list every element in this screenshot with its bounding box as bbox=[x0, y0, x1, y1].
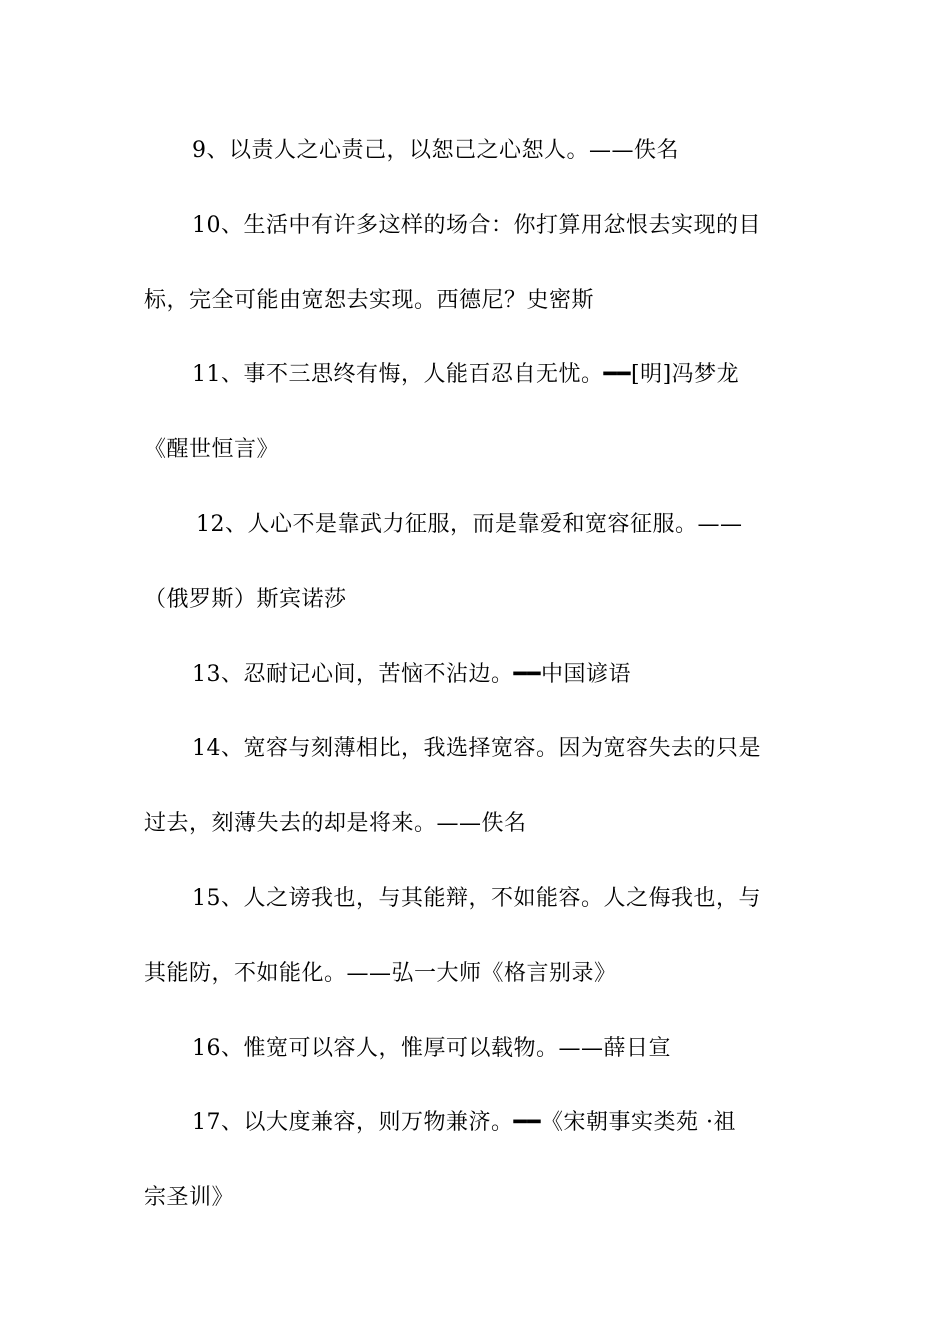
quote-12-line-2: （俄罗斯）斯宾诺莎 bbox=[144, 586, 347, 612]
quote-15-line-1: 15、人之谤我也，与其能辩，不如能容。人之侮我也，与 bbox=[192, 885, 761, 911]
quote-14-line-2: 过去，刻薄失去的却是将来。——佚名 bbox=[144, 811, 527, 837]
quote-list bbox=[144, 127, 808, 1249]
quote-14-line-1: 14、宽容与刻薄相比，我选择宽容。因为宽容失去的只是 bbox=[192, 736, 761, 762]
quote-13-line-1: 13、忍耐记心间，苦恼不沾边。━━中国谚语 bbox=[192, 661, 631, 687]
quote-15-line-2: 其能防，不如能化。——弘一大师《格言别录》 bbox=[144, 960, 617, 986]
quote-17-line-1: 17、以大度兼容，则万物兼济。━━《宋朝事实类苑 ·祖 bbox=[192, 1110, 736, 1136]
quote-11-line-2: 《醒世恒言》 bbox=[144, 437, 280, 463]
quote-17-line-2: 宗圣训》 bbox=[144, 1185, 235, 1211]
quote-12-line-1: 12、人心不是靠武力征服，而是靠爱和宽容征服。—— bbox=[196, 511, 743, 537]
quote-10-line-1: 10、生活中有许多这样的场合：你打算用忿恨去实现的目 bbox=[192, 212, 761, 238]
quote-11-line-1: 11、事不三思终有悔，人能百忍自无忧。━━[明]冯梦龙 bbox=[192, 362, 740, 388]
quote-10-line-2: 标，完全可能由宽恕去实现。西德尼？史密斯 bbox=[144, 287, 595, 313]
quote-9-line-1: 9、以责人之心责己，以恕己之心恕人。——佚名 bbox=[192, 138, 679, 163]
quote-16-line-1: 16、惟宽可以容人，惟厚可以载物。——薛日宣 bbox=[192, 1035, 671, 1061]
